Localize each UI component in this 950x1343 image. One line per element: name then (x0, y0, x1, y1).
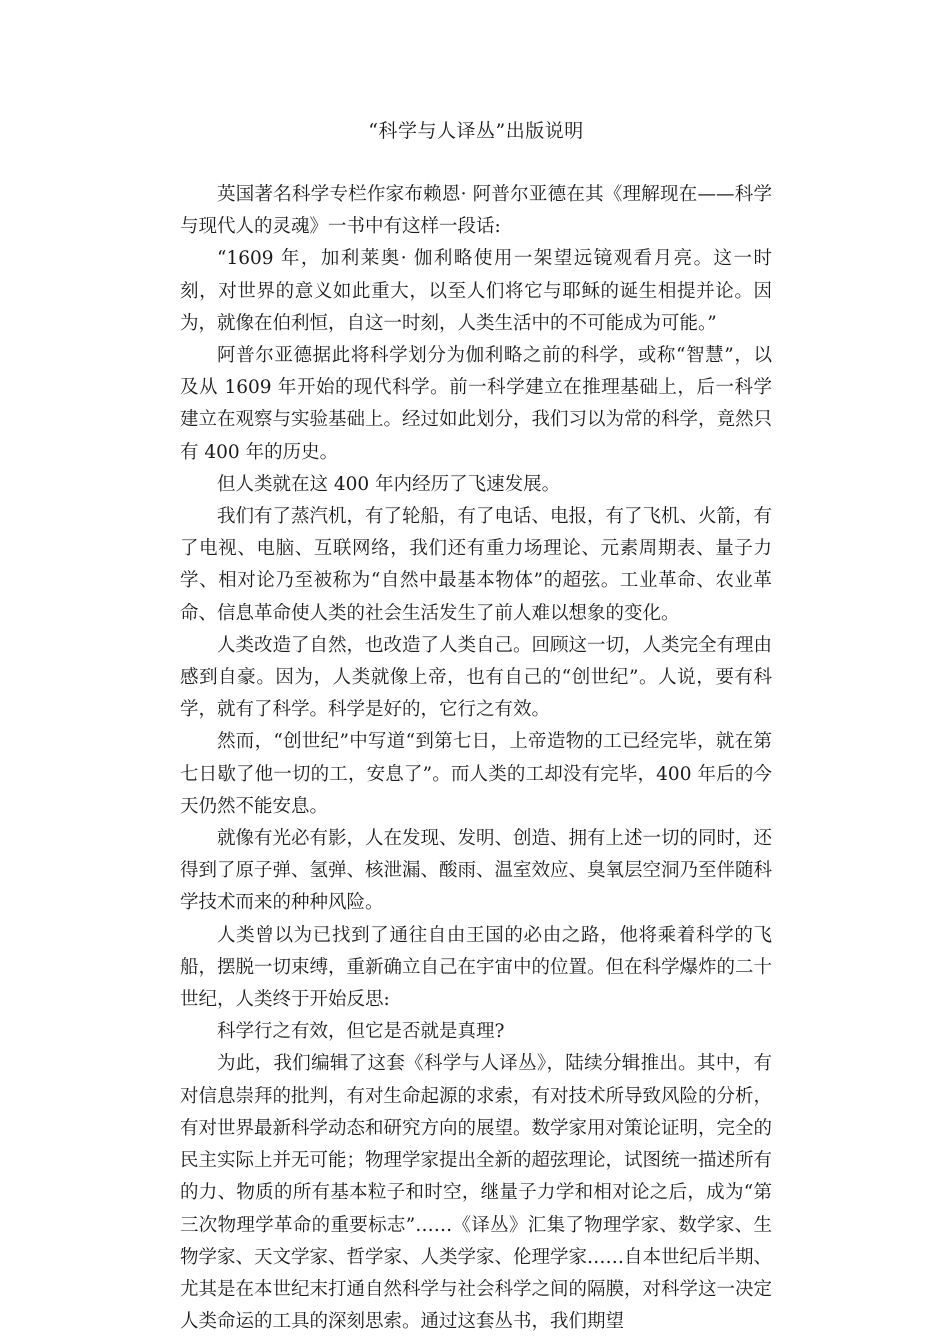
paragraph: 就像有光必有影，人在发现、发明、创造、拥有上述一切的同时，还得到了原子弹、氢弹、核泄漏、酸雨、温室效应、臭氧层空洞乃至伴随科学技术而来的种种风险。 (180, 828, 773, 914)
document-page (180, 115, 772, 1338)
paragraph: 科学行之有效，但它是否就是真理? (217, 1021, 505, 1043)
paragraph: 人类改造了自然，也改造了人类自己。回顾这一切，人类完全有理由感到自豪。因为，人类就像上帝，也有自己的“创世纪”。人说，要有科学，就有了科学。科学是好的，它行之有效。 (180, 634, 773, 721)
paragraph: 英国著名科学专栏作家布赖恩· 阿普尔亚德在其《理解现在——科学与现代人的灵魂》一书中有这样一段话: (180, 184, 772, 238)
document-title: “科学与人译丛”出版说明 (368, 120, 584, 142)
paragraph: 为此，我们编辑了这套《科学与人译丛》，陆续分辑推出。其中，有对信息崇拜的批判，有对生命起源的求索，有对技术所导致风险的分析，有对世界最新科学动态和研究方向的展望。数学家用对策论证明，完全的民主实际上并无可能；物理学家提出全新的超弦理论，试图统一描述所有的力、物质的所有基本粒子和时空，继量子力学和相对论之后，成为“第三次物理学革命的重要标志”……《译丛》汇集了物理学家、数学家、生物学家、天文学家、哲学家、人类学家、伦理学家……自本世纪后半期、尤其是在本世纪末打通自然科学与社会科学之间的隔膜，对科学这一决定人类命运的工具的深刻思索。通过这套丛书，我们期望 (180, 1053, 773, 1333)
paragraph: 阿普尔亚德据此将科学划分为伽利略之前的科学，或称“智慧”，以及从 1609 年开始的现代科学。前一科学建立在推理基础上，后一科学建立在观察与实验基础上。经过如此划分，我们习以为常的科学，竟然只有 400 年的历史。 (180, 345, 773, 463)
paragraph: “1609 年，加利莱奥· 伽利略使用一架望远镜观看月亮。这一时刻，对世界的意义如此重大，以至人们将它与耶稣的诞生相提并论。因为，就像在伯利恒，自这一时刻，人类生活中的不可能成为可能。” (180, 248, 772, 334)
paragraph: 我们有了蒸汽机，有了轮船，有了电话、电报，有了飞机、火箭，有了电视、电脑、互联网络，我们还有重力场理论、元素周期表、量子力学、相对论乃至被称为“自然中最基本物体”的超弦。工业革命、农业革命、信息革命使人类的社会生活发生了前人难以想象的变化。 (180, 506, 773, 624)
paragraph: 但人类就在这 400 年内经历了飞速发展。 (217, 473, 561, 495)
paragraph: 然而，“创世纪”中写道“到第七日，上帝造物的工已经完毕，就在第七日歇了他一切的工，安息了”。而人类的工却没有完毕，400 年后的今天仍然不能安息。 (180, 731, 772, 817)
paragraph: 人类曾以为已找到了通往自由王国的必由之路，他将乘着科学的飞船，摆脱一切束缚，重新确立自己在宇宙中的位置。但在科学爆炸的二十世纪，人类终于开始反思: (180, 924, 773, 1011)
